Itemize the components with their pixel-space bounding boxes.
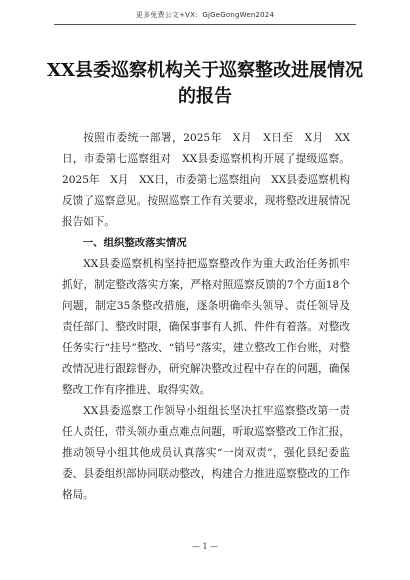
paragraph-section-1b: XX县委巡察工作领导小组组长坚决扛牢巡察整改第一责任人责任，带头领办重点难点问题，听取巡察整改工作汇报，推动领导小组其他成员认真落实“一岗双责”，强化县纪委监委、县委组织部协同联动整改，构建合力推进巡察整改的工作格局。 [62, 405, 350, 501]
section-heading-1: 一、组织整改落实情况 [82, 237, 187, 249]
document-title [40, 58, 370, 110]
header-divider [54, 24, 356, 25]
paragraph-intro: 按照市委统一部署，2025年 X月 X日至 X月 XX日，市委第七巡察组对 XX县委巡察机构开展了提级巡察。2025年 X月 XX日，市委第七巡察组向 XX县委巡察机构反馈了巡察意见。按照巡察工作有关要求，现将整改进展情况报告如下。 [62, 132, 350, 228]
document-body [62, 128, 350, 506]
paragraph-section-1a: XX县委巡察机构坚持把巡察整改作为重大政治任务抓牢抓好，制定整改落实方案，严格对照巡察反馈的7个方面18个问题，制定35条整改措施，逐条明确牵头领导、责任领导及责任部门、整改时限，确保事事有人抓、件件有着落。对整改任务实行“挂号”整改、“销号”落实，建立整改工作台账，对整改情况进行跟踪督办，研究解决整改过程中存在的问题，确保整改工作有序推进、取得实效。 [62, 258, 350, 396]
page-header: 更多免费公文+VX：GjGeGongWen2024 [135, 11, 275, 19]
title-line-1: XX县委巡察机构关于巡察整改进展情况 [47, 60, 363, 81]
title-line-2: 的报告 [178, 86, 232, 107]
page-number: — 1 — [191, 542, 219, 551]
